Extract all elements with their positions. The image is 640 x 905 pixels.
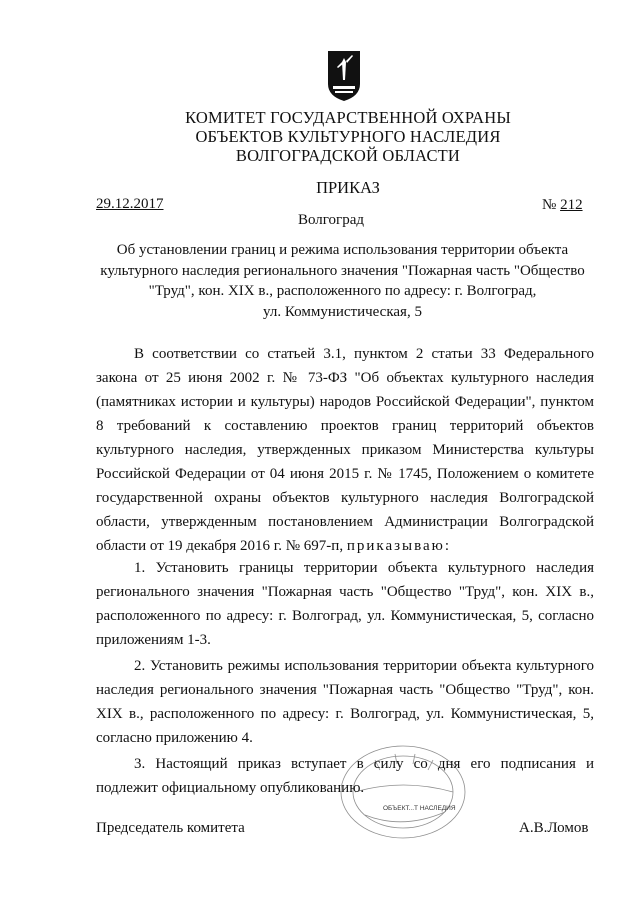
text-line: согласно приложению 4.: [96, 730, 253, 746]
order-word: приказываю: [346, 538, 445, 554]
text-line: Российской Федерации от 04 июня 2015 г. № 1745, Положением о комитете: [96, 466, 594, 482]
document-date: 29.12.2017: [96, 196, 164, 212]
text-line: культурного наследия, утвержденных приказом Министерства культуры: [96, 442, 594, 458]
signer-position: Председатель комитета: [96, 820, 245, 836]
item-1-paragraph: [96, 556, 594, 652]
document-type: ПРИКАЗ: [316, 178, 380, 197]
subject-line: "Труд", кон. XIX в., расположенного по адресу: г. Волгоград,: [148, 283, 537, 299]
official-stamp: [335, 740, 470, 840]
org-name-line3: ВОЛГОГРАДСКОЙ ОБЛАСТИ: [235, 146, 461, 165]
number-prefix: №: [542, 197, 557, 213]
subject-line: культурного наследия регионального значения "Пожарная часть "Общество: [100, 262, 585, 279]
stamp-text: ОБЪЕКТ...Т НАСЛЕДИЯ: [383, 805, 456, 812]
text-line: закона от 25 июня 2002 г. № 73-ФЗ "Об объектах культурного наследия: [96, 370, 594, 386]
number-value: 212: [560, 197, 583, 213]
text-fragment: области от 19 декабря 2016 г. № 697-п,: [96, 538, 344, 554]
org-name-line1: КОМИТЕТ ГОСУДАРСТВЕННОЙ ОХРАНЫ: [185, 108, 511, 127]
text-line: наследия регионального значения "Пожарная часть "Общество "Труд", кон.: [96, 682, 594, 698]
document-city: Волгоград: [297, 212, 364, 228]
text-line: [96, 534, 594, 558]
text-line: XIX в., расположенного по адресу: г. Волгоград, ул. Коммунистическая, 5,: [96, 706, 594, 722]
text-line: подлежит официальному опубликованию.: [96, 780, 365, 796]
volgograd-coat-of-arms-icon: [327, 50, 361, 102]
text-line: регионального значения "Пожарная часть "Общество "Труд", кон. XIX в.,: [96, 584, 594, 600]
text-line: В соответствии со статьей 3.1, пунктом 2 статьи 33 Федерального: [134, 346, 594, 362]
document-subject: [95, 240, 590, 322]
text-line: (памятниках истории и культуры) народов Российской Федерации", пунктом: [96, 394, 594, 410]
text-line: 8 требований к составлению проектов границ территорий объектов: [96, 418, 594, 434]
text-line: приложениям 1-3.: [96, 632, 211, 648]
text-fragment: :: [444, 538, 450, 554]
org-name-line2: ОБЪЕКТОВ КУЛЬТУРНОГО НАСЛЕДИЯ: [195, 127, 501, 146]
text-line: 2. Установить режимы использования территории объекта культурного: [134, 658, 594, 674]
signer-name: А.В.Ломов: [519, 820, 589, 836]
intro-paragraph: [96, 342, 594, 558]
item-2-paragraph: [96, 654, 594, 750]
subject-line: Об установлении границ и режима использования территории объекта: [116, 242, 569, 258]
text-line: расположенного по адресу: г. Волгоград, ул. Коммунистическая, 5, согласно: [96, 608, 594, 624]
text-line: 1. Установить границы территории объекта культурного наследия: [134, 560, 594, 576]
text-line: государственной охраны объектов культурного наследия Волгоградской: [96, 490, 594, 506]
text-line: области, утвержденным постановлением Администрации Волгоградской: [96, 514, 594, 530]
text-line: 3. Настоящий приказ вступает в силу со дня его подписания и: [134, 756, 594, 772]
subject-line: ул. Коммунистическая, 5: [263, 303, 422, 320]
